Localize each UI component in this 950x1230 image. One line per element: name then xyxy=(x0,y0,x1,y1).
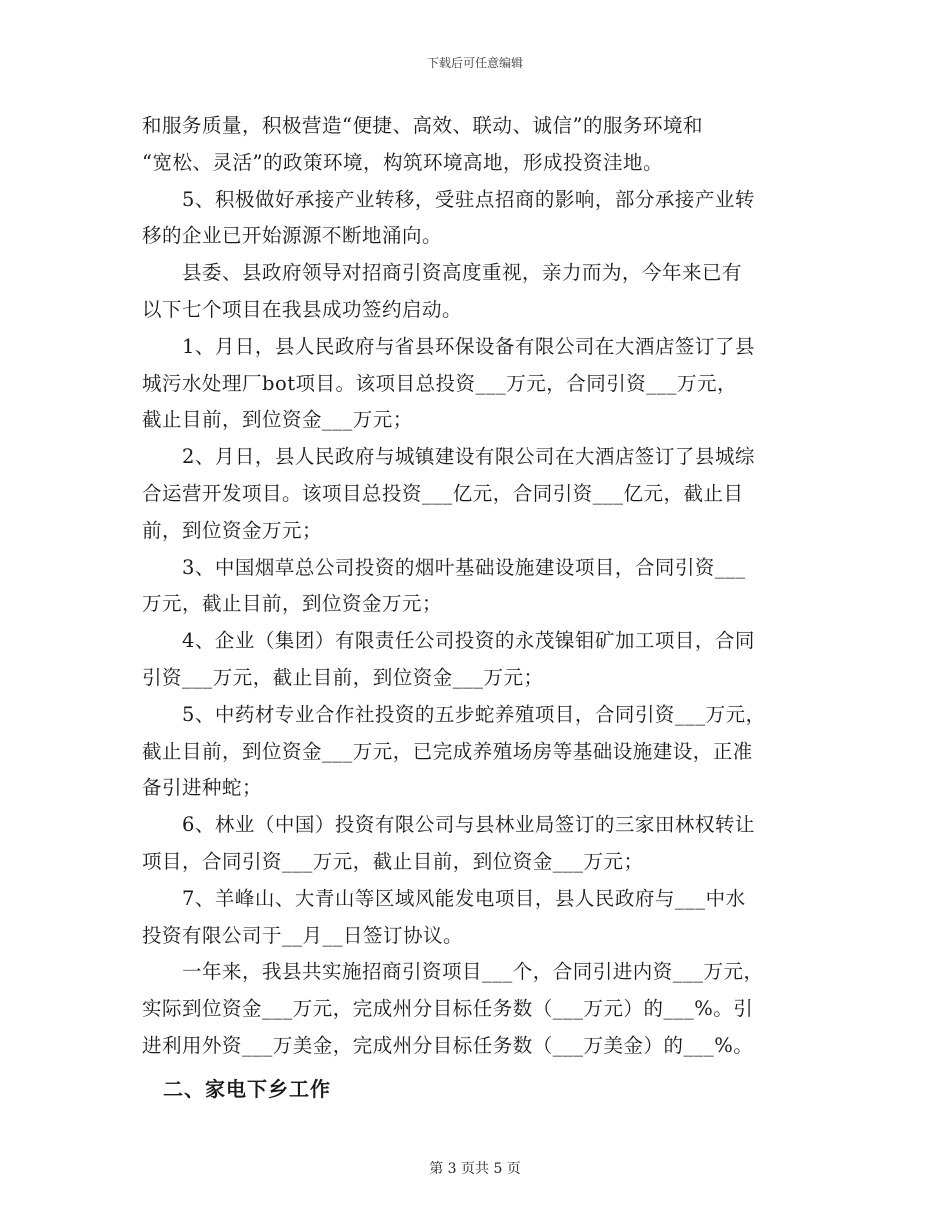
document-body xyxy=(142,108,812,1109)
paragraph: 5、积极做好承接产业转移，受驻点招商的影响，部分承接产业转 移的企业已开始源源不断地涌向。 xyxy=(142,187,755,248)
paragraph: 一年来，我县共实施招商引资项目___个，合同引进内资___万元， 实际到位资金___万元，完成州分目标任务数（___万元）的___%。引 进利用外资___万美金，完成州分目标任务数（___万美金）的___%。 xyxy=(142,960,764,1057)
paragraph: 7、羊峰山、大青山等区域风能发电项目，县人民政府与___中水 投资有限公司于__月__日签订协议。 xyxy=(142,886,746,947)
page-header-note: 下载后可任意编辑 xyxy=(426,56,523,70)
paragraph: 1、月日，县人民政府与省县环保设备有限公司在大酒店签订了县 城污水处理厂bot项目。该项目总投资___万元，合同引资___万元， 截止目前，到位资金___万元； xyxy=(142,334,755,432)
paragraph: 3、中国烟草总公司投资的烟叶基础设施建设项目，合同引资___ 万元，截止目前，到位资金万元； xyxy=(142,555,746,616)
paragraph: 6、林业（中国）投资有限公司与县林业局签订的三家田林权转让 项目，合同引资___万元，截止目前，到位资金___万元； xyxy=(142,813,755,873)
paragraph: 5、中药材专业合作社投资的五步蛇养殖项目，合同引资___万元， 截止目前，到位资金___万元，已完成养殖场房等基础设施建设，正准 备引进种蛇； xyxy=(142,702,766,800)
paragraph: 和服务质量，积极营造“便捷、高效、联动、诚信”的服务环境和 “宽松、灵活”的政策环境，构筑环境高地，形成投资洼地。 xyxy=(142,114,703,174)
paragraph: 2、月日，县人民政府与城镇建设有限公司在大酒店签订了县城综 合运营开发项目。该项目总投资___亿元，合同引资___亿元，截止目 前，到位资金万元； xyxy=(142,445,755,542)
paragraph: 县委、县政府领导对招商引资高度重视，亲力而为，今年来已有 以下七个项目在我县成功签约启动。 xyxy=(142,261,743,321)
paragraph: 4、企业（集团）有限责任公司投资的永茂镍钼矿加工项目，合同 引资___万元，截止目前，到位资金___万元； xyxy=(142,629,755,689)
section-heading: 二、家电下乡工作 xyxy=(142,1076,331,1101)
page-number-footer: 第 3 页共 5 页 xyxy=(429,1161,521,1177)
